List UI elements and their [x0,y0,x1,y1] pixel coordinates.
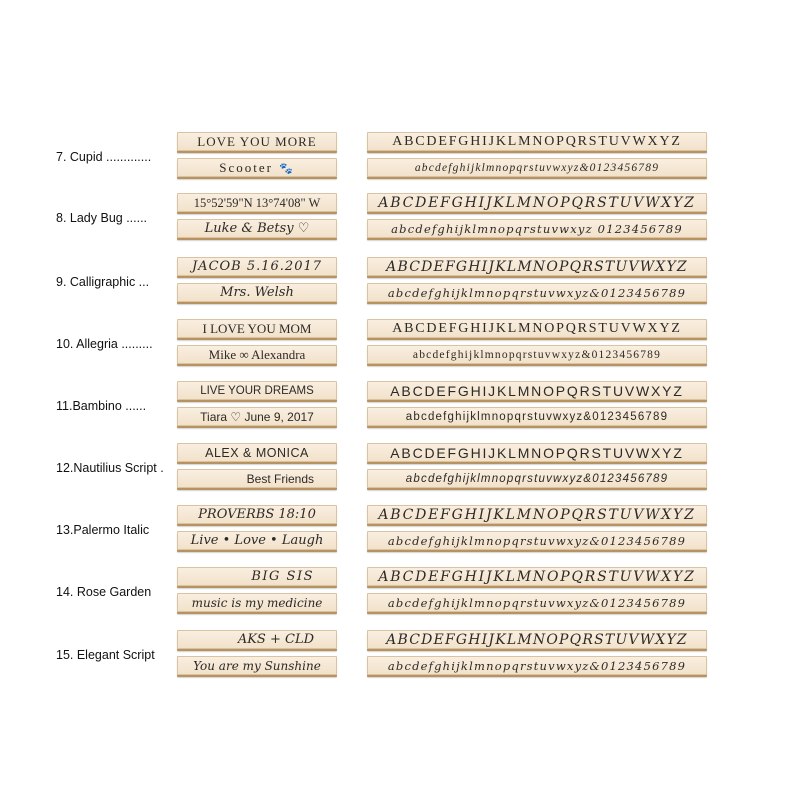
sample-bar-bottom: Live • Love • Laugh [177,531,337,550]
sample-bar-bottom: Mike ∞ Alexandra [177,345,337,364]
font-label: 8. Lady Bug ...... [56,211,148,225]
sample-bar-bottom [177,158,337,177]
sample-bar-bottom: Luke & Betsy ♡ [177,219,337,238]
font-label: 12.Nautilius Script . [56,461,164,475]
font-row-bambino [0,377,794,441]
lowercase-alphabet-bar: abcdefghijklmnopqrstuvwxyz&0123456789 [367,593,707,612]
font-label: 10. Allegria ......... [56,337,153,351]
uppercase-alphabet-bar: ABCDEFGHIJKLMNOPQRSTUVWXYZ [367,319,707,338]
sample-bar-top: JACOB 5.16.2017 [177,257,337,276]
lowercase-alphabet-bar: abcdefghijklmnopqrstuvwxyz&0123456789 [367,531,707,550]
sample-bar-bottom: Mrs. Welsh [177,283,337,302]
sample-bar-top: I LOVE YOU MOM [177,319,337,338]
lowercase-alphabet-bar: abcdefghijklmnopqrstuvwxyz&0123456789 [367,407,707,426]
font-row-nautilius-script [0,439,794,503]
sample-bar-top: BIG SIS [177,567,337,586]
lowercase-alphabet-bar: abcdefghijklmnopqrstuvwxyz&0123456789 [367,656,707,675]
font-label: 15. Elegant Script [56,648,155,662]
font-row-cupid [0,128,794,192]
uppercase-alphabet-bar: ABCDEFGHIJKLMNOPQRSTUVWXYZ [367,443,707,462]
uppercase-alphabet-bar: ABCDEFGHIJKLMNOPQRSTUVWXYZ [367,630,707,649]
font-row-rose-garden [0,563,794,627]
uppercase-alphabet-bar: ABCDEFGHIJKLMNOPQRSTUVWXYZ [367,381,707,400]
sample-bar-bottom: You are my Sunshine [177,656,337,675]
sample-bar-bottom: music is my medicine [177,593,337,612]
uppercase-alphabet-bar: ABCDEFGHIJKLMNOPQRSTUVWXYZ [367,567,707,586]
font-row-palermo-italic [0,501,794,565]
sample-bar-top: 15°52'59"N 13°74'08" W [177,193,337,212]
uppercase-alphabet-bar: ABCDEFGHIJKLMNOPQRSTUVWXYZ [367,257,707,276]
font-label: 7. Cupid ............. [56,150,152,164]
sample-bar-top: PROVERBS 18:10 [177,505,337,524]
uppercase-alphabet-bar: ABCDEFGHIJKLMNOPQRSTUVWXYZ [367,505,707,524]
font-row-calligraphic [0,253,794,317]
font-row-lady-bug [0,189,794,253]
font-label: 13.Palermo Italic [56,523,150,537]
sample-bar-top: AKS + CLD [177,630,337,649]
sample-bar-bottom: Best Friends [177,469,337,488]
sample-text: Scooter [219,160,273,175]
font-row-allegria [0,315,794,379]
font-row-elegant-script [0,626,794,690]
sample-bar-bottom: Tiara ♡ June 9, 2017 [177,407,337,426]
sample-bar-top: LIVE YOUR DREAMS [177,381,337,400]
sample-bar-top: ALEX & MONICA [177,443,337,462]
lowercase-alphabet-bar: abcdefghijklmnopqrstuvwxyz&0123456789 [367,283,707,302]
uppercase-alphabet-bar: ABCDEFGHIJKLMNOPQRSTUVWXYZ [367,132,707,151]
uppercase-alphabet-bar: ABCDEFGHIJKLMNOPQRSTUVWXYZ [367,193,707,212]
lowercase-alphabet-bar: abcdefghijklmnopqrstuvwxyz&0123456789 [367,345,707,364]
paw-print-icon: 🐾 [279,163,295,175]
font-label: 11.Bambino ...... [56,399,147,413]
sample-bar-top: LOVE YOU MORE [177,132,337,151]
lowercase-alphabet-bar: abcdefghijklmnopqrstuvwxyz 0123456789 [367,219,707,238]
lowercase-alphabet-bar: abcdefghijklmnopqrstuvwxyz&0123456789 [367,469,707,488]
font-label: 9. Calligraphic ... [56,275,150,289]
lowercase-alphabet-bar: abcdefghijklmnopqrstuvwxyz&0123456789 [367,158,707,177]
font-label: 14. Rose Garden [56,585,152,599]
